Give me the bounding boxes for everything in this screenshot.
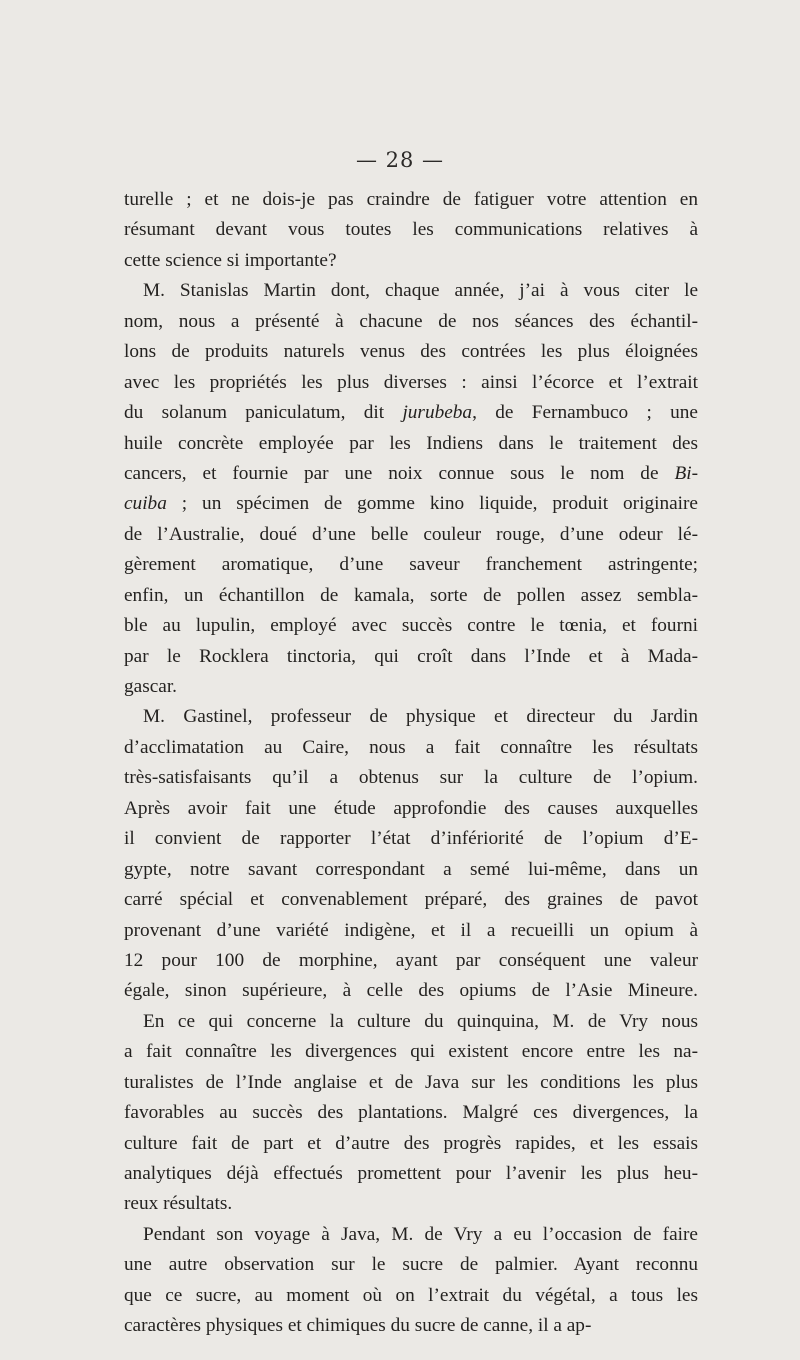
text-line: 12 pour 100 de morphine, ayant par conséquent une valeur bbox=[124, 949, 698, 971]
text-line: gèrement aromatique, d’une saveur franchement astringente; bbox=[124, 554, 698, 576]
text-line: turalistes de l’Inde anglaise et de Java sur les conditions les plus bbox=[124, 1071, 698, 1093]
text-line bbox=[124, 489, 698, 519]
text-segment: , de Fernambuco ; une bbox=[472, 402, 698, 424]
text-segment: du solanum paniculatum, dit bbox=[124, 402, 403, 424]
italic-term: jurubeba bbox=[402, 402, 473, 424]
text-line: En ce qui concerne la culture du quinquina, M. de Vry nous bbox=[143, 1010, 698, 1032]
text-line: que ce sucre, au moment où on l’extrait du végétal, a tous les bbox=[124, 1284, 698, 1306]
text-line: d’acclimatation au Caire, nous a fait connaître les résultats bbox=[124, 736, 698, 758]
text-line: Après avoir fait une étude approfondie des causes auxquelles bbox=[124, 797, 698, 819]
body-text bbox=[124, 185, 698, 1342]
text-line: M. Stanislas Martin dont, chaque année, j’ai à vous citer le bbox=[143, 280, 698, 302]
text-line: gypte, notre savant correspondant a semé lui-même, dans un bbox=[124, 858, 698, 880]
text-line: enfin, un échantillon de kamala, sorte de pollen assez sembla- bbox=[124, 584, 698, 606]
text-line: par le Rocklera tinctoria, qui croît dans l’Inde et à Mada- bbox=[124, 645, 698, 667]
text-line bbox=[124, 459, 698, 489]
text-line: reux résultats. bbox=[124, 1193, 233, 1215]
text-line: ble au lupulin, employé avec succès contre le tœnia, et fourni bbox=[124, 615, 698, 637]
text-line: caractères physiques et chimiques du sucre de canne, il a ap- bbox=[124, 1315, 592, 1337]
text-line: résumant devant vous toutes les communications relatives à bbox=[124, 219, 698, 241]
text-line: gascar. bbox=[124, 676, 177, 697]
text-line: égale, sinon supérieure, à celle des opiums de l’Asie Mineure. bbox=[124, 980, 698, 1002]
text-line bbox=[124, 398, 698, 428]
text-line: huile concrète employée par les Indiens dans le traitement des bbox=[124, 432, 698, 454]
italic-term: cuiba bbox=[124, 493, 167, 515]
text-line: très-satisfaisants qu’il a obtenus sur la culture de l’opium. bbox=[124, 767, 698, 789]
text-line: avec les propriétés les plus diverses : ainsi l’écorce et l’extrait bbox=[124, 371, 698, 393]
text-line: provenant d’une variété indigène, et il a recueilli un opium à bbox=[124, 919, 698, 941]
text-line: turelle ; et ne dois-je pas craindre de fatiguer votre attention en bbox=[124, 189, 698, 210]
text-line: a fait connaître les divergences qui existent encore entre les na- bbox=[124, 1041, 698, 1063]
text-line: une autre observation sur le sucre de palmier. Ayant reconnu bbox=[124, 1254, 698, 1276]
text-line: nom, nous a présenté à chacune de nos séances des échantil- bbox=[124, 310, 698, 332]
text-line: M. Gastinel, professeur de physique et directeur du Jardin bbox=[143, 706, 698, 728]
text-line: Pendant son voyage à Java, M. de Vry a eu l’occasion de faire bbox=[143, 1223, 698, 1245]
text-line: de l’Australie, doué d’une belle couleur rouge, d’une odeur lé- bbox=[124, 523, 698, 545]
text-line: il convient de rapporter l’état d’infériorité de l’opium d’E- bbox=[124, 828, 698, 850]
text-line: carré spécial et convenablement préparé, des graines de pavot bbox=[124, 889, 698, 911]
text-line: lons de produits naturels venus des contrées les plus éloignées bbox=[124, 341, 698, 363]
text-line: culture fait de part et d’autre des progrès rapides, et les essais bbox=[124, 1132, 698, 1154]
text-segment: ; un spécimen de gomme kino liquide, produit originaire bbox=[166, 493, 698, 515]
text-segment: cancers, et fournie par une noix connue sous le nom de bbox=[124, 462, 675, 484]
text-line: favorables au succès des plantations. Malgré ces divergences, la bbox=[124, 1102, 698, 1124]
italic-term: Bi- bbox=[674, 462, 698, 484]
text-line: cette science si importante? bbox=[124, 249, 337, 271]
text-line: analytiques déjà effectués promettent pour l’avenir les plus heu- bbox=[124, 1163, 698, 1184]
page-number: — 28 — bbox=[355, 148, 445, 172]
